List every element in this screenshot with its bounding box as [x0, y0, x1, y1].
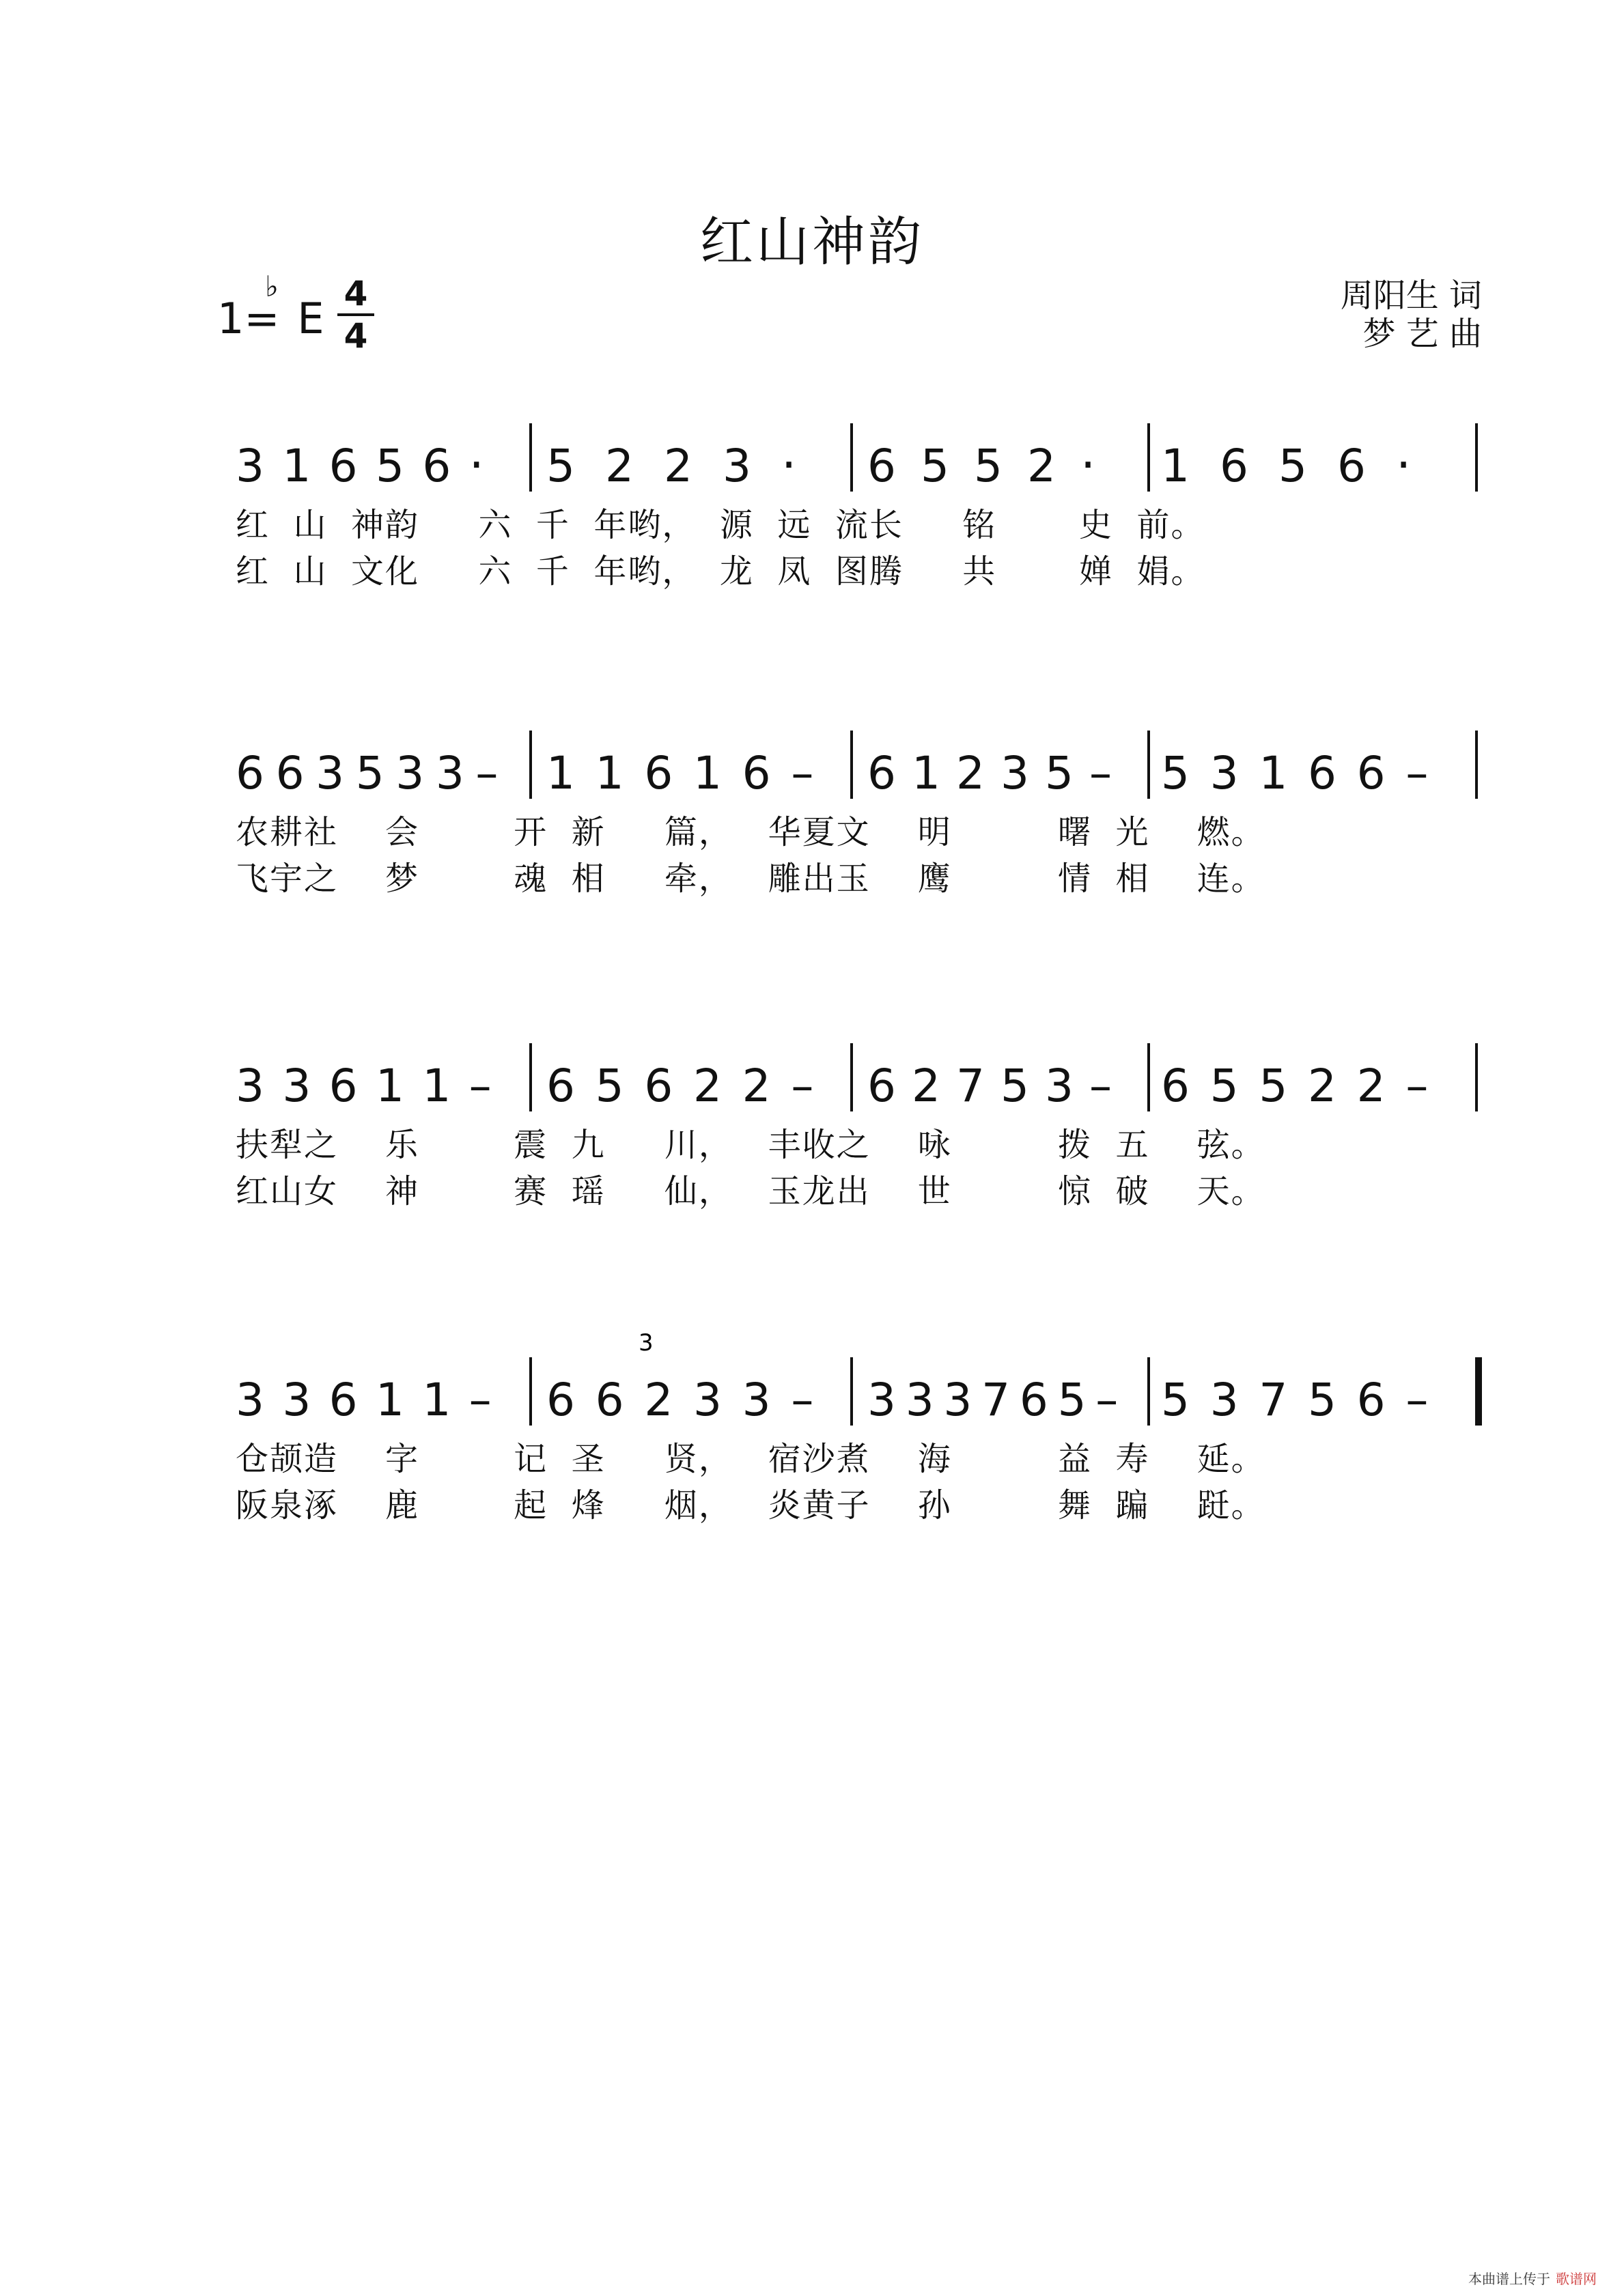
- note-l2-m4-n5: 6: [1356, 747, 1386, 799]
- note-l2-m1-n2: 6: [275, 747, 305, 799]
- composer: 梦 艺 曲: [1362, 315, 1482, 353]
- note-l3-m2-n6: –: [791, 1060, 814, 1112]
- barline-l1-2: [850, 423, 853, 492]
- note-l2-m2-n4: 1: [693, 747, 722, 799]
- barline-l3-2: [850, 1043, 853, 1111]
- note-l4-m3-n3: 3: [943, 1374, 972, 1426]
- note-l3-m4-n4: 2: [1308, 1060, 1336, 1112]
- note-l1-m1-n5: 6: [422, 440, 451, 492]
- note-l1-m1-n1: 3: [236, 440, 264, 492]
- note-l3-m3-n5: 3: [1045, 1060, 1074, 1112]
- note-l4-m2-n6: –: [791, 1374, 814, 1426]
- key-letter: E: [297, 294, 324, 343]
- note-l4-m1-n1: 3: [236, 1374, 264, 1426]
- credits: [1341, 277, 1482, 353]
- note-l4-m3-n6: 5: [1057, 1374, 1087, 1426]
- barline-l1-4: [1475, 423, 1478, 492]
- note-l3-m3-n3: 7: [956, 1060, 985, 1112]
- note-l4-m3-n7: –: [1095, 1374, 1119, 1426]
- time-signature: [337, 274, 374, 356]
- note-l1-m2-n3: 2: [664, 440, 692, 492]
- note-l2-m1-n6: 3: [435, 747, 464, 799]
- barline-l2-4: [1475, 731, 1478, 799]
- note-l4-m1-n5: 1: [422, 1374, 451, 1426]
- triplet-mark: 3: [639, 1329, 654, 1357]
- note-l4-m3-n4: 7: [981, 1374, 1011, 1426]
- note-l1-m2-n1: 5: [546, 440, 575, 492]
- note-l3-m2-n3: 6: [644, 1060, 673, 1112]
- lyrics-line-1-verse-1: 红 山 神韵 六 千 年哟， 源 远 流长 铭 史 前。: [236, 506, 1205, 544]
- note-l2-m1-n3: 3: [316, 747, 345, 799]
- barline-l4-3: [1147, 1357, 1150, 1426]
- key-prefix: 1=: [217, 294, 280, 343]
- note-l2-m4-n3: 1: [1259, 747, 1288, 799]
- note-l3-m1-n1: 3: [236, 1060, 264, 1112]
- song-title: 红山神韵: [699, 212, 924, 273]
- note-l4-m3-n1: 3: [867, 1374, 896, 1426]
- barline-l4-1: [529, 1357, 532, 1426]
- lyrics-line-3-verse-1: 扶犁之 乐 震 九 川， 丰收之 咏 拨 五 弦。: [236, 1126, 1265, 1164]
- note-l2-m3-n4: 3: [1000, 747, 1029, 799]
- note-l2-m3-n5: 5: [1045, 747, 1074, 799]
- note-l3-m4-n3: 5: [1259, 1060, 1288, 1112]
- footer-stamp: 歌谱网: [1556, 2271, 1597, 2287]
- barline-l2-3: [1147, 731, 1150, 799]
- note-l1-m1-n6: ·: [468, 437, 484, 493]
- note-l2-m1-n7: –: [475, 747, 499, 799]
- note-l3-m3-n1: 6: [867, 1060, 896, 1112]
- note-l2-m2-n5: 6: [742, 747, 771, 799]
- note-l3-m3-n6: –: [1089, 1060, 1112, 1112]
- note-l3-m4-n1: 6: [1161, 1060, 1190, 1112]
- note-l1-m3-n5: ·: [1080, 437, 1096, 493]
- note-l1-m2-n2: 2: [605, 440, 634, 492]
- note-l4-m2-n1: 6: [546, 1374, 575, 1426]
- note-l2-m1-n1: 6: [236, 747, 264, 799]
- note-l4-m3-n5: 6: [1019, 1374, 1048, 1426]
- flat-sign: ♭: [265, 270, 279, 303]
- lyrics-line-3-verse-2: 红山女 神 赛 瑶 仙， 玉龙出 世 惊 破 天。: [236, 1172, 1265, 1210]
- barline-l2-1: [529, 731, 532, 799]
- lyricist: 周阳生 词: [1340, 277, 1482, 315]
- note-l1-m4-n5: ·: [1396, 437, 1412, 493]
- note-l1-m4-n1: 1: [1161, 440, 1190, 492]
- note-l4-m4-n5: 6: [1356, 1374, 1386, 1426]
- note-l2-m3-n6: –: [1089, 747, 1112, 799]
- barline-l1-3: [1147, 423, 1150, 492]
- note-l4-m1-n6: –: [468, 1374, 492, 1426]
- barline-l1-1: [529, 423, 532, 492]
- note-l3-m1-n4: 1: [376, 1060, 404, 1112]
- note-l1-m1-n2: 1: [282, 440, 311, 492]
- note-l4-m1-n4: 1: [376, 1374, 404, 1426]
- note-l4-m4-n6: –: [1405, 1374, 1429, 1426]
- barline-l2-2: [850, 731, 853, 799]
- note-l1-m1-n4: 5: [376, 440, 404, 492]
- lyrics-line-4-verse-1: 仓颉造 字 记 圣 贤， 宿沙煮 海 益 寿 延。: [236, 1440, 1265, 1478]
- note-l1-m3-n2: 5: [921, 440, 949, 492]
- note-l3-m4-n2: 5: [1209, 1060, 1239, 1112]
- footer: [1468, 2268, 1597, 2288]
- note-l2-m4-n1: 5: [1161, 747, 1190, 799]
- note-l2-m1-n4: 5: [355, 747, 384, 799]
- note-l1-m1-n3: 6: [328, 440, 358, 492]
- note-l4-m4-n1: 5: [1161, 1374, 1190, 1426]
- note-l3-m1-n5: 1: [422, 1060, 451, 1112]
- note-l1-m3-n1: 6: [867, 440, 896, 492]
- lyrics-line-4-verse-2: 阪泉涿 鹿 起 烽 烟， 炎黄子 孙 舞 蹁 跹。: [236, 1486, 1265, 1525]
- note-l2-m3-n1: 6: [867, 747, 896, 799]
- note-l3-m1-n3: 6: [328, 1060, 358, 1112]
- note-l2-m4-n6: –: [1405, 747, 1429, 799]
- note-l3-m2-n4: 2: [693, 1060, 722, 1112]
- note-l2-m2-n6: –: [791, 747, 814, 799]
- note-l2-m4-n4: 6: [1308, 747, 1336, 799]
- note-l4-m1-n2: 3: [282, 1374, 311, 1426]
- lyrics-line-1-verse-2: 红 山 文化 六 千 年哟， 龙 凤 图腾 共 婵 娟。: [236, 552, 1205, 591]
- lyrics-line-2-verse-2: 飞宇之 梦 魂 相 牵， 雕出玉 鹰 情 相 连。: [236, 860, 1265, 898]
- note-l2-m4-n2: 3: [1209, 747, 1239, 799]
- note-l3-m3-n4: 5: [1000, 1060, 1029, 1112]
- note-l1-m3-n3: 5: [974, 440, 1003, 492]
- note-l3-m4-n5: 2: [1356, 1060, 1386, 1112]
- barline-l3-3: [1147, 1043, 1150, 1111]
- note-l3-m2-n5: 2: [742, 1060, 771, 1112]
- note-l1-m4-n2: 6: [1220, 440, 1248, 492]
- note-l4-m2-n5: 3: [742, 1374, 771, 1426]
- note-l1-m2-n5: ·: [781, 437, 797, 493]
- note-l1-m3-n4: 2: [1027, 440, 1056, 492]
- note-l4-m2-n4: 3: [693, 1374, 722, 1426]
- note-l3-m1-n2: 3: [282, 1060, 311, 1112]
- note-l3-m4-n6: –: [1405, 1060, 1429, 1112]
- note-l4-m4-n3: 7: [1259, 1374, 1288, 1426]
- note-l4-m1-n3: 6: [328, 1374, 358, 1426]
- note-l3-m3-n2: 2: [912, 1060, 940, 1112]
- note-l4-m3-n2: 3: [905, 1374, 934, 1426]
- note-l4-m2-n2: 6: [595, 1374, 624, 1426]
- barline-l3-1: [529, 1043, 532, 1111]
- note-l3-m2-n1: 6: [546, 1060, 575, 1112]
- note-l4-m4-n4: 5: [1308, 1374, 1336, 1426]
- note-l4-m4-n2: 3: [1209, 1374, 1239, 1426]
- note-l1-m4-n3: 5: [1278, 440, 1307, 492]
- time-top: 4: [344, 274, 368, 313]
- barline-l4-4: [1475, 1357, 1482, 1426]
- note-l2-m2-n2: 1: [595, 747, 624, 799]
- note-l2-m1-n5: 3: [395, 747, 425, 799]
- note-l1-m2-n4: 3: [723, 440, 751, 492]
- note-l1-m4-n4: 6: [1337, 440, 1366, 492]
- barline-l3-4: [1475, 1043, 1478, 1111]
- note-l2-m3-n3: 2: [956, 747, 985, 799]
- note-l4-m2-n3: 2: [644, 1374, 673, 1426]
- footer-text: 本曲谱上传于: [1468, 2271, 1550, 2287]
- note-l3-m1-n6: –: [468, 1060, 492, 1112]
- note-l2-m3-n2: 1: [912, 747, 940, 799]
- note-l3-m2-n2: 5: [595, 1060, 624, 1112]
- note-l2-m2-n3: 6: [644, 747, 673, 799]
- time-bottom: 4: [344, 316, 368, 356]
- note-l2-m2-n1: 1: [546, 747, 575, 799]
- lyrics-line-2-verse-1: 农耕社 会 开 新 篇， 华夏文 明 曙 光 燃。: [236, 813, 1265, 851]
- barline-l4-2: [850, 1357, 853, 1426]
